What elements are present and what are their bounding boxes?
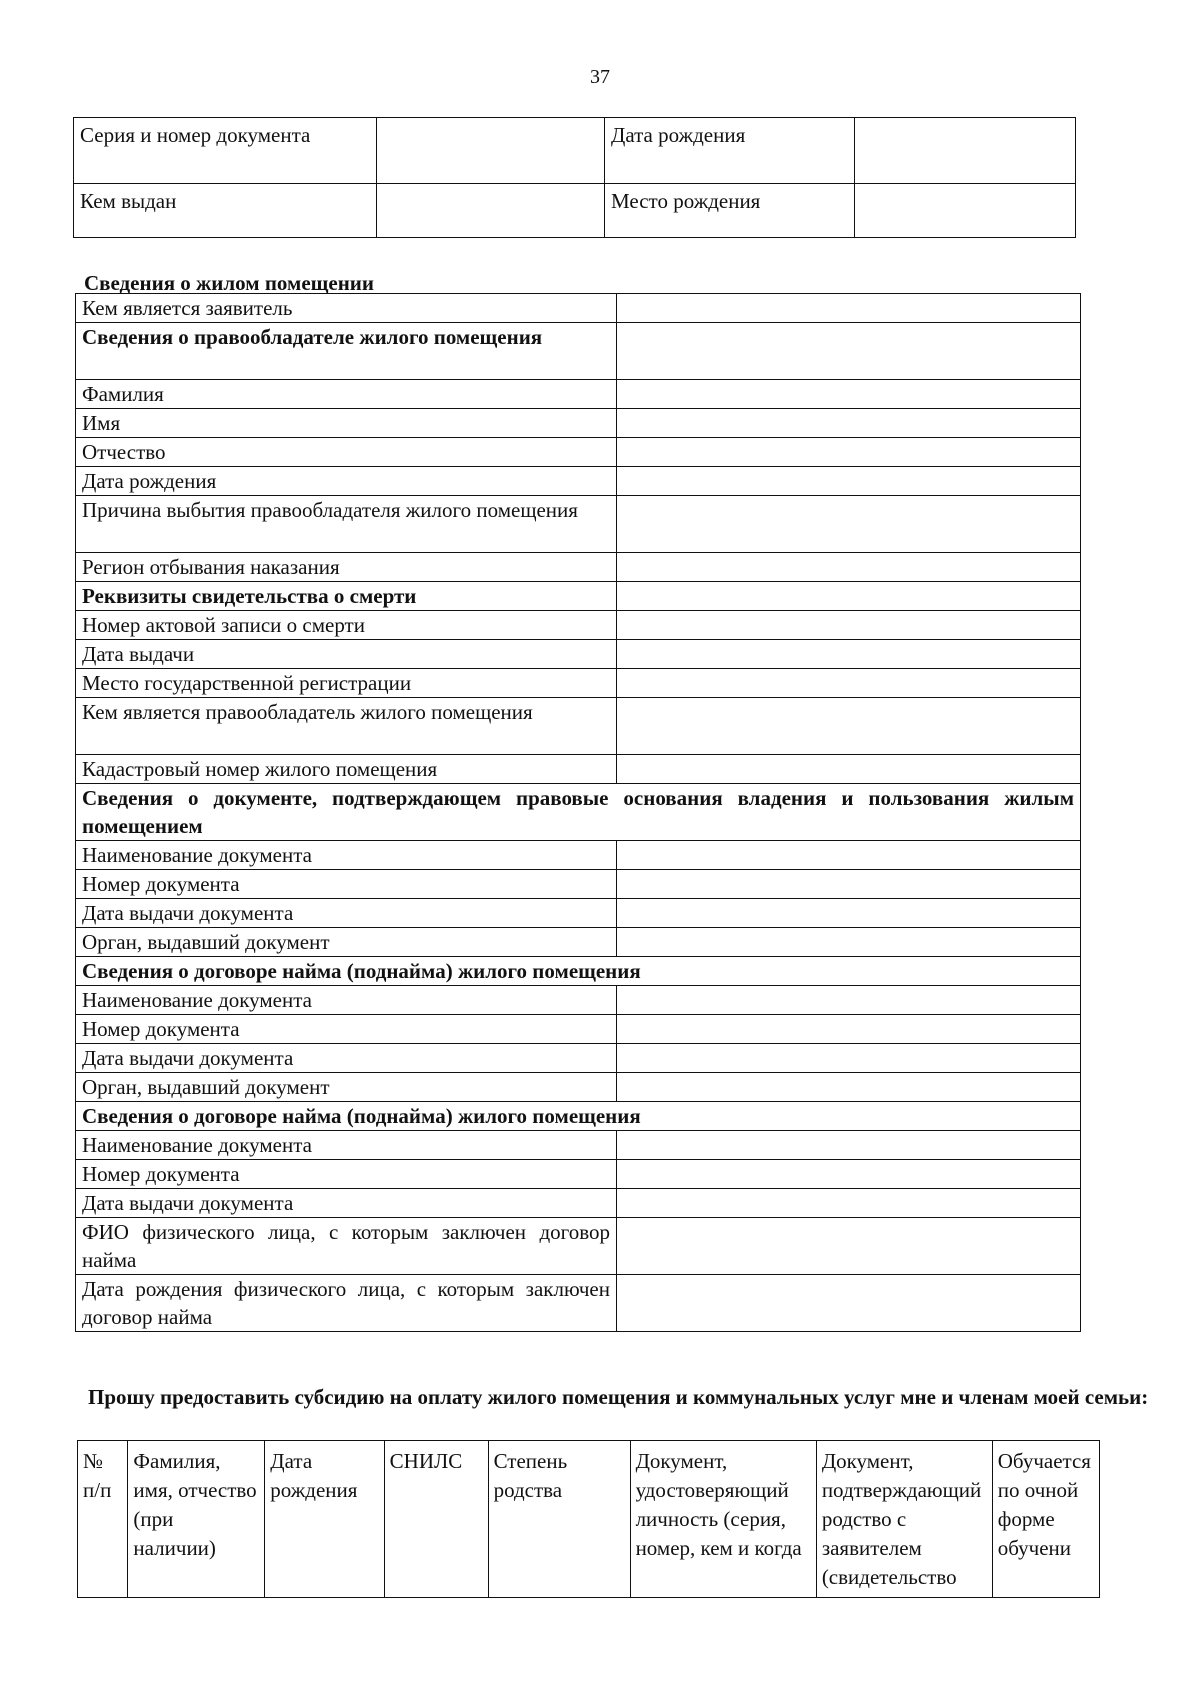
housing-row-label: Дата рождения — [76, 467, 617, 496]
housing-row — [76, 611, 1081, 640]
housing-row-label: Орган, выдавший документ — [76, 1073, 617, 1102]
housing-row-value[interactable] — [617, 582, 1081, 611]
housing-row-value[interactable] — [617, 1218, 1081, 1275]
birth-date-field[interactable] — [855, 118, 1076, 184]
housing-row-value[interactable] — [617, 986, 1081, 1015]
housing-row-label: Дата выдачи документа — [76, 1189, 617, 1218]
family-column-header: № п/п — [78, 1441, 128, 1598]
housing-row — [76, 467, 1081, 496]
housing-row-value[interactable] — [617, 870, 1081, 899]
housing-row — [76, 698, 1081, 755]
housing-row — [76, 438, 1081, 467]
housing-row-label: Дата выдачи документа — [76, 899, 617, 928]
housing-row-label: Номер документа — [76, 1160, 617, 1189]
document-table — [73, 117, 1076, 238]
housing-row-value[interactable] — [617, 467, 1081, 496]
housing-row — [76, 986, 1081, 1015]
family-column-header: Документ, подтверждающий родство с заявителем (свидетельство — [816, 1441, 992, 1598]
housing-section-label: Сведения о договоре найма (поднайма) жилого помещения — [76, 1102, 1081, 1131]
housing-row — [76, 1189, 1081, 1218]
housing-row-label: Место государственной регистрации — [76, 669, 617, 698]
housing-row — [76, 1044, 1081, 1073]
housing-row-value[interactable] — [617, 899, 1081, 928]
housing-section-label: Сведения о договоре найма (поднайма) жилого помещения — [76, 957, 1081, 986]
housing-row-value[interactable] — [617, 294, 1081, 323]
housing-row-value[interactable] — [617, 841, 1081, 870]
family-table-header-row — [78, 1441, 1100, 1598]
housing-row — [76, 496, 1081, 553]
housing-row-label: Отчество — [76, 438, 617, 467]
housing-section-label: Реквизиты свидетельства о смерти — [76, 582, 617, 611]
housing-row — [76, 553, 1081, 582]
housing-row-label: Кем является правообладатель жилого помещения — [76, 698, 617, 755]
housing-row-value[interactable] — [617, 928, 1081, 957]
family-members-table — [77, 1440, 1100, 1598]
family-column-header: Степень родства — [488, 1441, 630, 1598]
housing-row-value[interactable] — [617, 1160, 1081, 1189]
housing-row-label: Дата выдачи документа — [76, 1044, 617, 1073]
housing-row — [76, 899, 1081, 928]
housing-row — [76, 1218, 1081, 1275]
housing-row — [76, 841, 1081, 870]
family-column-header: Обучается по очной форме обучени — [992, 1441, 1099, 1598]
housing-row — [76, 1102, 1081, 1131]
housing-row-value[interactable] — [617, 380, 1081, 409]
family-column-header: СНИЛС — [384, 1441, 488, 1598]
housing-row — [76, 784, 1081, 841]
housing-row-label: Наименование документа — [76, 841, 617, 870]
housing-row — [76, 582, 1081, 611]
housing-section-label: Сведения о документе, подтверждающем правовые основания владения и пользования жилым помещением — [76, 784, 1081, 841]
housing-row — [76, 640, 1081, 669]
housing-row — [76, 380, 1081, 409]
housing-row-label: Фамилия — [76, 380, 617, 409]
housing-row-value[interactable] — [617, 438, 1081, 467]
housing-row — [76, 870, 1081, 899]
housing-row-value[interactable] — [617, 698, 1081, 755]
housing-row-value[interactable] — [617, 1073, 1081, 1102]
housing-row-value[interactable] — [617, 409, 1081, 438]
housing-row-label: Дата выдачи — [76, 640, 617, 669]
housing-row — [76, 669, 1081, 698]
housing-row-value[interactable] — [617, 323, 1081, 380]
housing-row-label: Номер документа — [76, 1015, 617, 1044]
housing-row-value[interactable] — [617, 1275, 1081, 1332]
series-number-label: Серия и номер документа — [74, 118, 377, 184]
housing-row-value[interactable] — [617, 553, 1081, 582]
family-column-header: Дата рождения — [265, 1441, 384, 1598]
housing-row-value[interactable] — [617, 496, 1081, 553]
housing-row-label: Наименование документа — [76, 986, 617, 1015]
housing-row-label: Дата рождения физического лица, с которым заключен договор найма — [76, 1275, 617, 1332]
housing-row-value[interactable] — [617, 755, 1081, 784]
housing-row — [76, 1131, 1081, 1160]
housing-row — [76, 928, 1081, 957]
issued-by-label: Кем выдан — [74, 184, 377, 238]
housing-row-label: Регион отбывания наказания — [76, 553, 617, 582]
family-column-header: Фамилия, имя, отчество (при наличии) — [128, 1441, 265, 1598]
birth-date-label: Дата рождения — [605, 118, 855, 184]
housing-row-value[interactable] — [617, 640, 1081, 669]
housing-row-value[interactable] — [617, 1044, 1081, 1073]
housing-row-value[interactable] — [617, 1189, 1081, 1218]
family-column-header: Документ, удостоверяющий личность (серия, номер, кем и когда — [630, 1441, 816, 1598]
housing-row-value[interactable] — [617, 611, 1081, 640]
issued-by-field[interactable] — [377, 184, 605, 238]
housing-row — [76, 1275, 1081, 1332]
housing-row-label: Причина выбытия правообладателя жилого помещения — [76, 496, 617, 553]
page-number: 37 — [590, 66, 610, 88]
housing-row — [76, 294, 1081, 323]
housing-row — [76, 755, 1081, 784]
housing-row — [76, 409, 1081, 438]
housing-row — [76, 323, 1081, 380]
housing-section-label: Сведения о правообладателе жилого помещения — [76, 323, 617, 380]
housing-row-value[interactable] — [617, 1015, 1081, 1044]
housing-row-label: Кем является заявитель — [76, 294, 617, 323]
housing-row — [76, 1160, 1081, 1189]
housing-table — [75, 293, 1081, 1332]
housing-row — [76, 1073, 1081, 1102]
housing-row-label: Кадастровый номер жилого помещения — [76, 755, 617, 784]
housing-row-label: Имя — [76, 409, 617, 438]
housing-row-label: Наименование документа — [76, 1131, 617, 1160]
subsidy-request-text: Прошу предоставить субсидию на оплату жилого помещения и коммунальных услуг мне и членам моей семьи: — [88, 1385, 1149, 1409]
housing-row — [76, 1015, 1081, 1044]
housing-row-value[interactable] — [617, 669, 1081, 698]
housing-row-value[interactable] — [617, 1131, 1081, 1160]
birth-place-field[interactable] — [855, 184, 1076, 238]
housing-section-heading: Сведения о жилом помещении — [84, 271, 374, 295]
birth-place-label: Место рождения — [605, 184, 855, 238]
housing-row-label: Орган, выдавший документ — [76, 928, 617, 957]
housing-row-label: ФИО физического лица, с которым заключен договор найма — [76, 1218, 617, 1275]
housing-row — [76, 957, 1081, 986]
housing-row-label: Номер документа — [76, 870, 617, 899]
housing-row-label: Номер актовой записи о смерти — [76, 611, 617, 640]
series-number-field[interactable] — [377, 118, 605, 184]
